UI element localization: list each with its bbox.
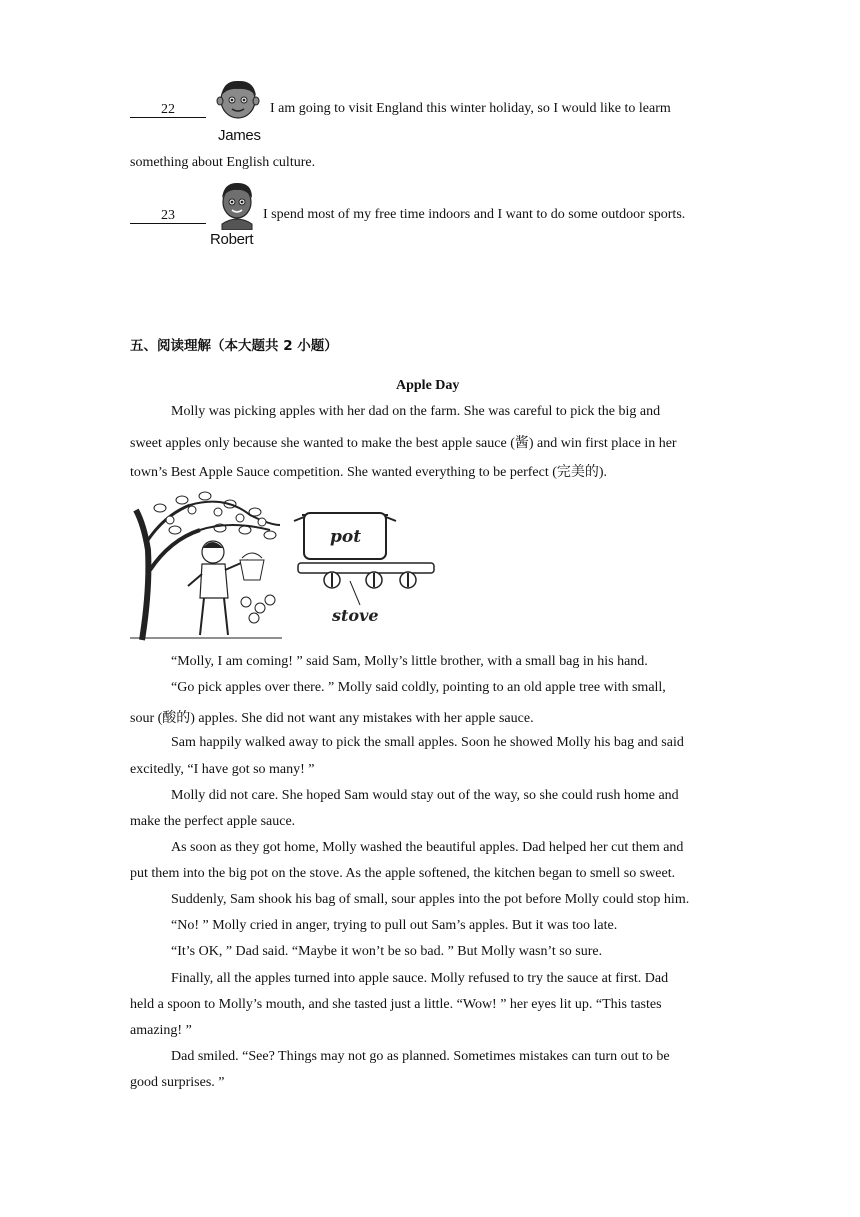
- story-line: excitedly, “I have got so many! ”: [130, 762, 315, 777]
- section-heading: 五、阅读理解（本大题共 2 小题）: [130, 338, 338, 354]
- story-line: “No! ” Molly cried in anger, trying to pull out Sam’s apples. But it was too late.: [171, 918, 618, 933]
- story-line: “It’s OK, ” Dad said. “Maybe it won’t be so bad. ” But Molly wasn’t so sure.: [171, 944, 603, 959]
- story-line: Sam happily walked away to pick the small apples. Soon he showed Molly his bag and said: [171, 735, 684, 750]
- pot-label: pot: [330, 527, 362, 547]
- question-22-text: I am going to visit England this winter holiday, so I would like to learm: [270, 101, 671, 116]
- question-22-blank[interactable]: [130, 102, 206, 118]
- story-line: amazing! ”: [130, 1023, 192, 1038]
- boy-avatar-icon: [210, 78, 266, 124]
- story-title: Apple Day: [396, 378, 460, 393]
- story-line: “Molly, I am coming! ” said Sam, Molly’s little brother, with a small bag in his hand.: [171, 654, 648, 669]
- apple-tree-illustration: [130, 490, 282, 642]
- story-line: Dad smiled. “See? Things may not go as planned. Sometimes mistakes can turn out to be: [171, 1049, 670, 1064]
- question-number: 23: [130, 208, 206, 224]
- story-line: make the perfect apple sauce.: [130, 814, 296, 829]
- story-line: Suddenly, Sam shook his bag of small, sour apples into the pot before Molly could stop him.: [171, 892, 690, 907]
- story-line: Molly did not care. She hoped Sam would stay out of the way, so she could rush home and: [171, 788, 679, 803]
- question-22-text-continued: something about English culture.: [130, 155, 316, 170]
- story-line: “Go pick apples over there. ” Molly said coldly, pointing to an old apple tree with small,: [171, 680, 666, 695]
- question-23-blank[interactable]: [130, 208, 206, 224]
- pot-on-stove-illustration: [290, 505, 442, 630]
- story-line: town’s Best Apple Sauce competition. She wanted everything to be perfect (完美的).: [130, 465, 608, 480]
- story-line: Finally, all the apples turned into apple sauce. Molly refused to try the sauce at first. Dad: [171, 971, 669, 986]
- avatar-name-james: James: [218, 127, 261, 144]
- story-line: good surprises. ”: [130, 1075, 225, 1090]
- story-line: put them into the big pot on the stove. As the apple softened, the kitchen began to smell so sweet.: [130, 866, 676, 881]
- story-line: held a spoon to Molly’s mouth, and she tasted just a little. “Wow! ” her eyes lit up. “This tastes: [130, 997, 662, 1012]
- question-number: 22: [130, 102, 206, 118]
- story-line: sour (酸的) apples. She did not want any mistakes with her apple sauce.: [130, 711, 534, 726]
- story-line: Molly was picking apples with her dad on the farm. She was careful to pick the big and: [171, 404, 661, 419]
- stove-label: stove: [332, 606, 379, 625]
- story-line: sweet apples only because she wanted to make the best apple sauce (酱) and win first place in her: [130, 436, 677, 451]
- question-23-text: I spend most of my free time indoors and I want to do some outdoor sports.: [263, 207, 686, 222]
- avatar-name-robert: Robert: [210, 231, 254, 248]
- story-line: As soon as they got home, Molly washed the beautiful apples. Dad helped her cut them and: [171, 840, 684, 855]
- boy-avatar-icon: [212, 180, 262, 230]
